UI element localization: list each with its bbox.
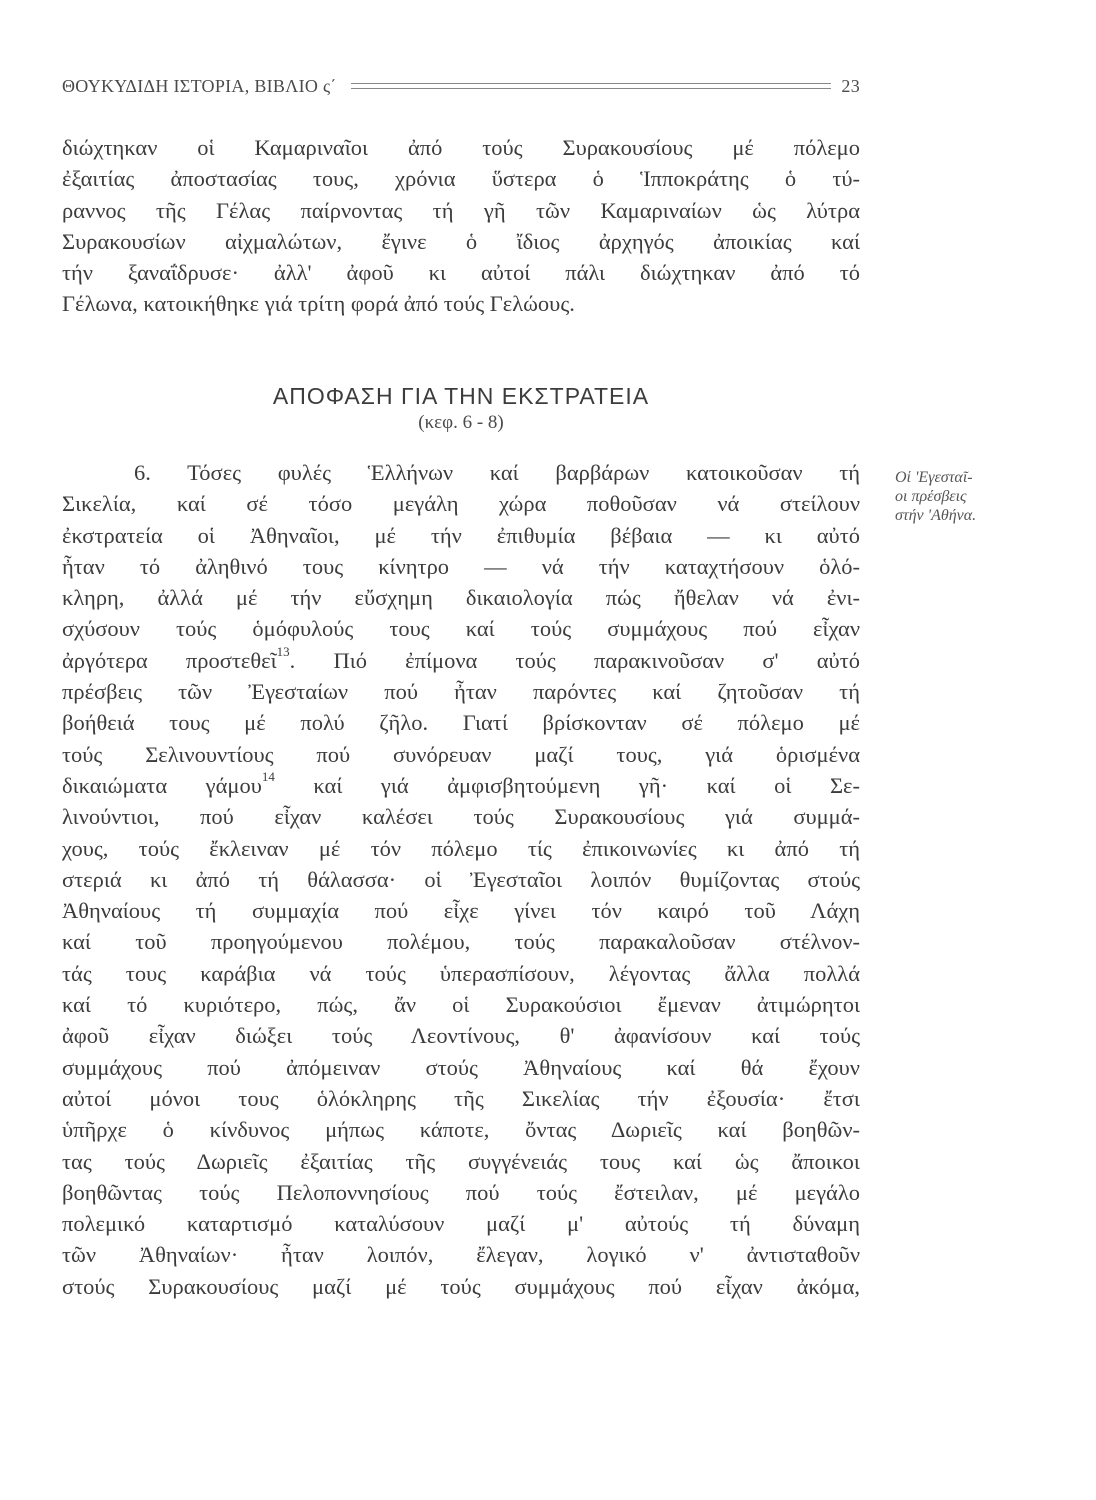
- running-header: [62, 73, 860, 99]
- text-line: ραννος τῆς Γέλας παίρνοντας τή γῆ τῶν Καμαριναίων ὡς λύτρα: [62, 197, 860, 223]
- text-line: στούς Συρακουσίους μαζί μέ τούς συμμάχους πού εἶχαν ἀκόμα,: [62, 1273, 860, 1299]
- text-line: Ἀθηναίους τή συμμαχία πού εἶχε γίνει τόν καιρό τοῦ Λάχη: [62, 898, 860, 924]
- text-line: πολεμικό καταρτισμό καταλύσουν μαζί μ' αὐτούς τή δύναμη: [62, 1211, 860, 1237]
- text-line: βοηθῶντας τούς Πελοποννησίους πού τούς ἔστειλαν, μέ μεγάλο: [62, 1179, 860, 1205]
- footnote-ref-13: 13: [276, 644, 290, 660]
- section-chapter-range: (κεφ. 6 - 8): [418, 412, 504, 433]
- text-span: . Πιό ἐπίμονα τούς παρακινοῦσαν σ' αὐτό: [289, 647, 860, 673]
- text-line: στεριά κι ἀπό τή θάλασσα· οἱ Ἐγεσταῖοι λοιπόν θυμίζοντας στούς: [62, 866, 860, 892]
- top-paragraph: [62, 132, 860, 320]
- text-span: ἀργότερα προστεθεῖ: [62, 647, 277, 673]
- margin-note-line: οι πρέσβεις: [895, 488, 967, 505]
- text-line: αὐτοί μόνοι τους ὁλόκληρης τῆς Σικελίας τήν ἐξουσία· ἔτσι: [62, 1085, 860, 1111]
- text-line: τήν ξαναΐδρυσε· ἀλλ' ἀφοῦ κι αὐτοί πάλι διώχτηκαν ἀπό τό: [62, 260, 860, 286]
- text-line: ἐξαιτίας ἀποστασίας τους, χρόνια ὕστερα ὁ Ἱπποκράτης ὁ τύ-: [62, 166, 860, 192]
- text-line: συμμάχους πού ἀπόμειναν στούς Ἀθηναίους καί θά ἔχουν: [62, 1054, 860, 1080]
- text-line: Σικελία, καί σέ τόσο μεγάλη χώρα ποθοῦσαν νά στείλουν: [62, 491, 860, 517]
- text-line: πρέσβεις τῶν Ἐγεσταίων πού ἦταν παρόντες καί ζητοῦσαν τή: [62, 679, 860, 705]
- text-line: χους, τούς ἔκλειναν μέ τόν πόλεμο τίς ἐπικοινωνίες κι ἀπό τή: [62, 835, 860, 861]
- text-line: τας τούς Δωριεῖς ἐξαιτίας τῆς συγγένειάς τους καί ὡς ἄποικοι: [62, 1148, 860, 1174]
- page-number: 23: [841, 75, 860, 96]
- text-line: καί τό κυριότερο, πώς, ἄν οἱ Συρακούσιοι ἔμεναν ἀτιμώρητοι: [62, 992, 860, 1018]
- text-line: ἦταν τό ἀληθινό τους κίνητρο — νά τήν καταχτήσουν ὁλό-: [62, 553, 860, 579]
- text-line: κληρη, ἀλλά μέ τήν εὔσχημη δικαιολογία πώς ἤθελαν νά ἐνι-: [62, 585, 860, 611]
- text-line: λινούντιοι, πού εἶχαν καλέσει τούς Συρακουσίους γιά συμμά-: [62, 804, 860, 830]
- margin-note-line: Οἱ 'Εγεσταῖ-: [895, 469, 973, 486]
- text-line: τάς τους καράβια νά τούς ὑπερασπίσουν, λέγοντας ἄλλα πολλά: [62, 960, 860, 986]
- text-line: σχύσουν τούς ὁμόφυλούς τους καί τούς συμμάχους πού εἶχαν: [62, 616, 860, 642]
- text-line: 6. Τόσες φυλές Ἑλλήνων καί βαρβάρων κατοικοῦσαν τή: [134, 460, 860, 485]
- text-span: καί γιά ἀμφισβητούμενη γῆ· καί οἱ Σε-: [274, 772, 860, 798]
- header-double-rule: [351, 83, 832, 89]
- text-line: [62, 645, 860, 676]
- running-title: ΘΟΥΚΥΔΙΔΗ ΙΣΤΟΡΙΑ, ΒΙΒΛΙΟ ς΄: [62, 75, 337, 96]
- text-line: καί τοῦ προηγούμενου πολέμου, τούς παρακαλοῦσαν στέλνον-: [62, 929, 860, 955]
- text-line: τῶν Ἀθηναίων· ἦταν λοιπόν, ἔλεγαν, λογικό ν' ἀντισταθοῦν: [62, 1242, 860, 1268]
- text-line: Συρακουσίων αἰχμαλώτων, ἔγινε ὁ ἴδιος ἀρχηγός ἀποικίας καί: [62, 228, 860, 254]
- text-line: ὑπῆρχε ὁ κίνδυνος μήπως κάποτε, ὄντας Δωριεῖς καί βοηθῶν-: [62, 1117, 860, 1143]
- margin-note-line: στήν 'Αθήνα.: [895, 507, 977, 524]
- margin-note: [895, 468, 1055, 525]
- text-span: δικαιώματα γάμου: [62, 772, 262, 798]
- text-line: ἐκστρατεία οἱ Ἀθηναῖοι, μέ τήν ἐπιθυμία βέβαια — κι αὐτό: [62, 522, 860, 548]
- main-paragraph: [62, 457, 860, 1302]
- footnote-ref-14: 14: [261, 769, 275, 785]
- text-line: τούς Σελινουντίους πού συνόρευαν μαζί τους, γιά ὁρισμένα: [62, 741, 860, 767]
- text-line: διώχτηκαν οἱ Καμαριναῖοι ἀπό τούς Συρακουσίους μέ πόλεμο: [62, 135, 860, 160]
- text-line: [62, 770, 860, 801]
- text-line: ἀφοῦ εἶχαν διώξει τούς Λεοντίνους, θ' ἀφανίσουν καί τούς: [62, 1023, 860, 1049]
- section-heading: ΑΠΟΦΑΣΗ ΓΙΑ ΤΗΝ ΕΚΣΤΡΑΤΕΙΑ: [272, 383, 650, 409]
- text-line: βοήθειά τους μέ πολύ ζῆλο. Γιατί βρίσκονταν σέ πόλεμο μέ: [62, 710, 860, 736]
- text-line: Γέλωνα, κατοικήθηκε γιά τρίτη φορά ἀπό τούς Γελώους.: [62, 291, 575, 317]
